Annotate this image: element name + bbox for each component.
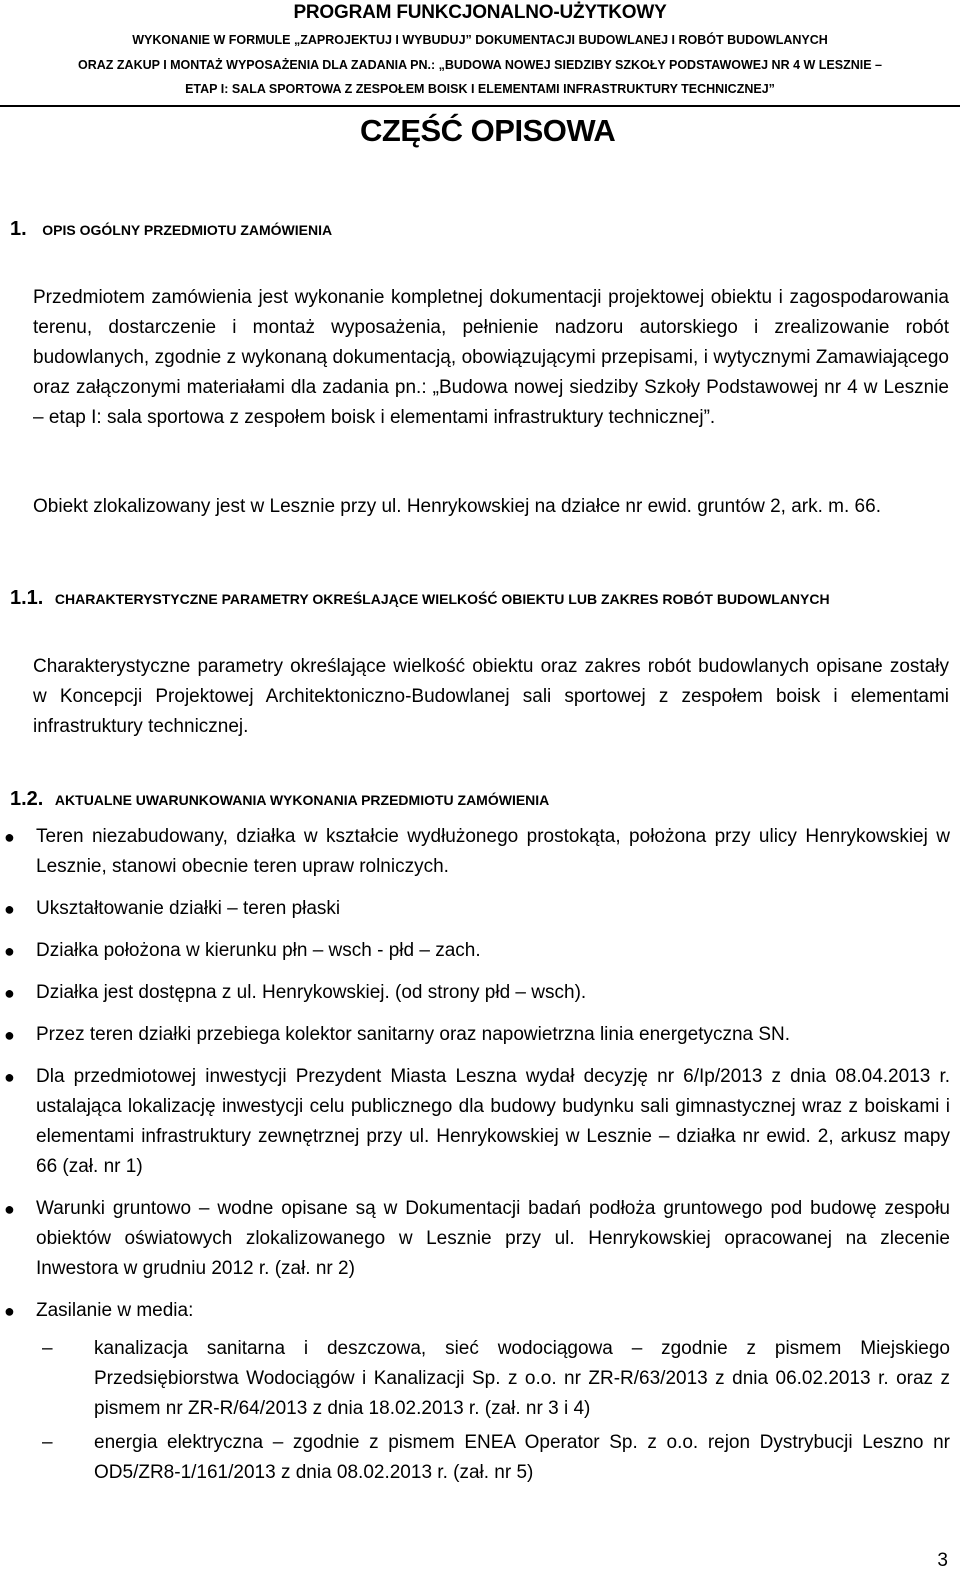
dash-icon: – [42,1432,53,1453]
section-number: 1.1. [10,587,44,609]
conditions-list [0,822,960,1500]
media-sublist [36,1334,950,1488]
dash-icon: – [42,1338,53,1359]
bullet-icon: ● [4,899,15,919]
header-line-2: ORAZ ZAKUP I MONTAŻ WYPOSAŻENIA DLA ZADANIA PN.: „BUDOWA NOWEJ SIEDZIBY SZKOŁY PODSTAWOWEJ NR 4 W LESZNIE – [78,58,882,72]
list-item: ● Zasilanie w media: – kanalizacja sanitarna i deszczowa, sieć wodociągowa – zgodnie z pismem Miejskiego Przedsiębiorstwa Wodociągów i Kanalizacji Sp. z o.o. nr ZR-R/63/2013 z dnia 06.02.2013 r. oraz z pismem nr ZR-R/64/2013 z dnia 18.02.2013 r. (zał. nr 3 i 4) – energia elektryczna – zgodnie z pismem ENEA Operator Sp. z o.o. rejon Dystrybucji Leszno nr OD5/ZR8-1/161/2013 z dnia 08.02.2013 r. (zał. nr 5) [0,1296,950,1488]
section-1-2-heading [10,788,549,811]
bullet-icon: ● [4,1301,15,1321]
section-1-paragraph: Przedmiotem zamówienia jest wykonanie kompletnej dokumentacji projektowej obiektu i zagospodarowania terenu, dostarczenie i montaż wyposażenia, pełnienie nadzoru autorskiego i zrealizowanie robót budowlanych, zgodnie z wykonaną dokumentacją, obowiązującymi przepisami, i wytycznymi Zamawiającego oraz załączonymi materiałami dla zadania pn.: „Budowa nowej siedziby Szkoły Podstawowej nr 4 w Lesznie – etap I: sala sportowa z zespołem boisk i elementami infrastruktury technicznej”. [33,287,949,428]
list-item: ● Ukształtowanie działki – teren płaski [0,894,950,924]
bullet-icon: ● [4,1199,15,1219]
part-title: CZĘŚĆ OPISOWA [360,113,616,148]
header-line-3: ETAP I: SALA SPORTOWA Z ZESPOŁEM BOISK I ELEMENTAMI INFRASTRUKTURY TECHNICZNEJ” [185,82,775,96]
list-item: ● Teren niezabudowany, działka w kształcie wydłużonego prostokąta, położona przy ulicy Henrykowskiej w Lesznie, stanowi obecnie teren upraw rolniczych. [0,822,950,882]
list-item: ● Warunki gruntowo – wodne opisane są w Dokumentacji badań podłoża gruntowego pod budowę zespołu obiektów oświatowych zlokalizowanego w Lesznie przy ul. Henrykowskiej opracowanej na zlecenie Inwestora w grudniu 2012 r. (zał. nr 2) [0,1194,950,1284]
list-item: ● Działka położona w kierunku płn – wsch - płd – zach. [0,936,950,966]
section-1-location: Obiekt zlokalizowany jest w Lesznie przy ul. Henrykowskiej na działce nr ewid. gruntów 2, ark. m. 66. [33,496,881,517]
list-item: ● Przez teren działki przebiega kolektor sanitarny oraz napowietrzna linia energetyczna SN. [0,1020,950,1050]
section-number: 1.2. [10,788,44,810]
sublist-item: – kanalizacja sanitarna i deszczowa, sieć wodociągowa – zgodnie z pismem Miejskiego Przedsiębiorstwa Wodociągów i Kanalizacji Sp. z o.o. nr ZR-R/63/2013 z dnia 06.02.2013 r. oraz z pismem nr ZR-R/64/2013 z dnia 18.02.2013 r. (zał. nr 3 i 4) [36,1334,950,1424]
section-number: 1. [10,218,27,240]
bullet-icon: ● [4,1067,15,1087]
header-divider [0,105,960,107]
bullet-icon: ● [4,983,15,1003]
section-1-1-paragraph: Charakterystyczne parametry określające wielkość obiektu oraz zakres robót budowlanych opisane zostały w Koncepcji Projektowej Architektoniczno-Budowlanej sali sportowej z zespołem boisk i elementami infrastruktury technicznej. [33,656,949,737]
list-item: ● Dla przedmiotowej inwestycji Prezydent Miasta Leszna wydał decyzję nr 6/Ip/2013 z dnia 08.04.2013 r. ustalająca lokalizację inwestycji celu publicznego dla budowy budynku sali gimnastycznej wraz z boiskami i elementami infrastruktury zewnętrznej przy ul. Henrykowskiej w Lesznie – działka nr ewid. 2, arkusz mapy 66 (zał. nr 1) [0,1062,950,1182]
list-item: ● Działka jest dostępna z ul. Henrykowskiej. (od strony płd – wsch). [0,978,950,1008]
page-number: 3 [937,1550,948,1571]
section-title: CHARAKTERYSTYCZNE PARAMETRY OKREŚLAJĄCE WIELKOŚĆ OBIEKTU LUB ZAKRES ROBÓT BUDOWLANYCH [54,591,830,607]
bullet-icon: ● [4,1025,15,1045]
header-line-1: WYKONANIE W FORMULE „ZAPROJEKTUJ I WYBUDUJ” DOKUMENTACJI BUDOWLANEJ I ROBÓT BUDOWLANYCH [132,33,828,47]
bullet-icon: ● [4,827,15,847]
bullet-icon: ● [4,941,15,961]
sublist-item: – energia elektryczna – zgodnie z pismem ENEA Operator Sp. z o.o. rejon Dystrybucji Leszno nr OD5/ZR8-1/161/2013 z dnia 08.02.2013 r. (zał. nr 5) [36,1428,950,1488]
section-title: AKTUALNE UWARUNKOWANIA WYKONANIA PRZEDMIOTU ZAMÓWIENIA [54,792,550,808]
section-1-heading [10,218,332,241]
section-title: OPIS OGÓLNY PRZEDMIOTU ZAMÓWIENIA [42,222,333,238]
section-1-1-heading [10,587,830,610]
header-title: PROGRAM FUNKCJONALNO-UŻYTKOWY [293,2,667,23]
